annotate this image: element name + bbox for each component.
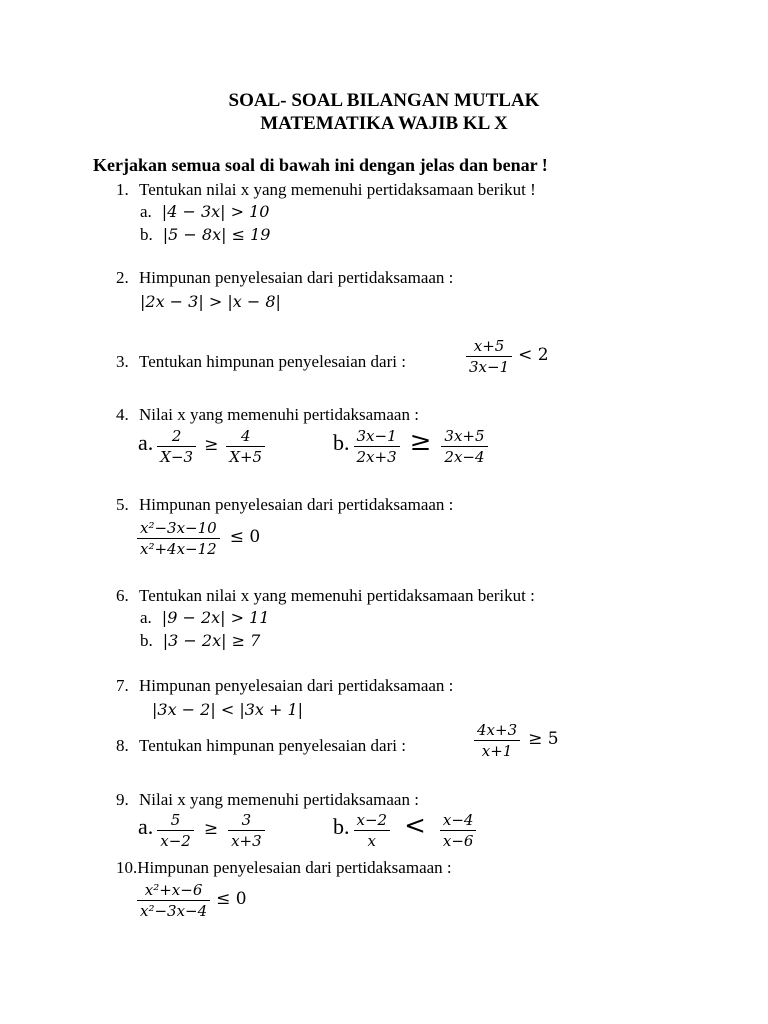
- question-text: Nilai x yang memenuhi pertidaksamaan :: [139, 405, 419, 424]
- numerator: x−4: [442, 811, 474, 829]
- question-3: [116, 352, 406, 372]
- option-label: b.: [333, 814, 350, 840]
- q7-expression: |3x − 2| < |3x + 1|: [152, 700, 304, 719]
- question-number: 1.: [116, 180, 129, 199]
- question-text: Himpunan penyelesaian dari pertidaksamaan :: [139, 676, 454, 695]
- q9-option-a: [138, 810, 265, 851]
- denominator: x²−3x−4: [140, 902, 208, 920]
- denominator: 2x+3: [356, 448, 397, 466]
- denominator: x−6: [442, 832, 474, 850]
- option-label: a.: [138, 814, 154, 840]
- instruction: Kerjakan semua soal di bawah ini dengan jelas dan benar !: [93, 155, 548, 175]
- question-6: [116, 586, 535, 606]
- question-10: [116, 858, 452, 878]
- denominator: x²+4x−12: [140, 540, 217, 558]
- question-number: 3.: [116, 352, 129, 371]
- q1-option-b: [140, 225, 270, 245]
- q5-fraction: [137, 518, 260, 559]
- denominator: x+1: [481, 742, 513, 760]
- option-label: a.: [140, 202, 152, 221]
- denominator: x: [367, 832, 377, 850]
- numerator: 3: [241, 811, 252, 829]
- math-expression: |9 − 2x| > 11: [161, 608, 270, 627]
- numerator: x−2: [356, 811, 388, 829]
- question-1: [116, 180, 536, 200]
- question-8: [116, 736, 406, 756]
- option-label: b.: [333, 430, 350, 456]
- q6-option-b: [140, 631, 260, 651]
- denominator: X−3: [160, 448, 194, 466]
- math-expression: |4 − 3x| > 10: [161, 202, 270, 221]
- denominator: x−2: [160, 832, 191, 850]
- relation: ≤ 0: [229, 527, 261, 548]
- numerator: 4: [240, 427, 251, 445]
- relation: ≥: [204, 435, 219, 456]
- relation: ≥: [409, 427, 432, 458]
- question-number: 8.: [116, 736, 129, 755]
- question-text: Himpunan penyelesaian dari pertidaksamaan :: [139, 495, 454, 514]
- option-label: b.: [140, 225, 153, 244]
- relation: <: [404, 811, 426, 842]
- option-label: a.: [140, 608, 152, 627]
- question-number: 4.: [116, 405, 129, 424]
- option-label: b.: [140, 631, 153, 650]
- relation: ≤ 0: [216, 889, 247, 910]
- question-text: Nilai x yang memenuhi pertidaksamaan :: [139, 790, 419, 809]
- question-number: 7.: [116, 676, 129, 695]
- numerator: x²−3x−10: [140, 519, 217, 537]
- question-2: [116, 268, 453, 288]
- q4-option-a: [138, 426, 265, 467]
- question-9: [116, 790, 419, 810]
- q10-fraction: [137, 880, 247, 921]
- question-number: 5.: [116, 495, 129, 514]
- question-number: 9.: [116, 790, 129, 809]
- question-text: .Himpunan penyelesaian dari pertidaksamaan :: [133, 858, 452, 877]
- numerator: x²+x−6: [144, 881, 203, 899]
- numerator: 4x+3: [477, 721, 518, 739]
- numerator: 3x+5: [444, 427, 485, 445]
- relation: < 2: [518, 345, 549, 366]
- question-text: Tentukan himpunan penyelesaian dari :: [139, 352, 406, 371]
- q4-option-b: [333, 426, 488, 467]
- question-number: 10: [116, 858, 133, 877]
- question-7: [116, 676, 453, 696]
- question-number: 6.: [116, 586, 129, 605]
- q1-option-a: [140, 202, 269, 222]
- relation: ≥: [203, 819, 219, 840]
- option-label: a.: [138, 430, 154, 456]
- question-text: Tentukan nilai x yang memenuhi pertidaksamaan berikut :: [139, 586, 535, 605]
- numerator: 2: [171, 427, 182, 445]
- q6-option-a: [140, 608, 269, 628]
- question-text: Tentukan himpunan penyelesaian dari :: [139, 736, 406, 755]
- question-5: [116, 495, 453, 515]
- denominator: x+3: [231, 832, 262, 850]
- question-text: Himpunan penyelesaian dari pertidaksamaan :: [139, 268, 454, 287]
- numerator: x+5: [473, 337, 505, 355]
- denominator: 3x−1: [469, 358, 510, 376]
- q3-fraction: [466, 336, 549, 377]
- question-text: Tentukan nilai x yang memenuhi pertidaksamaan berikut !: [139, 180, 536, 199]
- math-expression: |3 − 2x| ≥ 7: [162, 631, 261, 650]
- math-expression: |5 − 8x| ≤ 19: [162, 225, 271, 244]
- numerator: 3x−1: [356, 427, 397, 445]
- denominator: 2x−4: [444, 448, 485, 466]
- question-4: [116, 405, 419, 425]
- denominator: X+5: [229, 448, 263, 466]
- page-title: SOAL- SOAL BILANGAN MUTLAK: [228, 90, 540, 111]
- q9-option-b: [333, 810, 476, 851]
- numerator: 5: [170, 811, 181, 829]
- q8-fraction: [474, 720, 559, 761]
- question-number: 2.: [116, 268, 129, 287]
- relation: ≥ 5: [528, 729, 559, 750]
- q2-expression: |2x − 3| > |x − 8|: [140, 292, 281, 311]
- page-subtitle: MATEMATIKA WAJIB KL X: [260, 113, 508, 134]
